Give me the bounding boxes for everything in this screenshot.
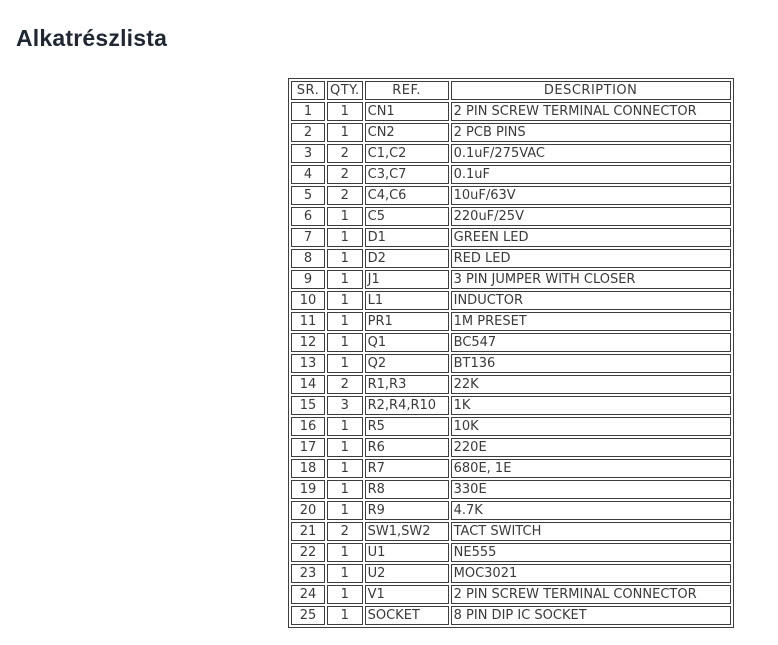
cell-description: RED LED [451,249,731,268]
cell-qty: 1 [327,501,363,520]
cell-description: 0.1uF/275VAC [451,144,731,163]
table-row [291,396,731,415]
cell-ref: R6 [365,438,449,457]
table-row [291,606,731,625]
table-row [291,375,731,394]
cell-sr: 16 [291,417,325,436]
cell-qty: 1 [327,333,363,352]
cell-description: 0.1uF [451,165,731,184]
cell-qty: 1 [327,312,363,331]
cell-sr: 1 [291,102,325,121]
header-cell-description: DESCRIPTION [451,81,731,100]
cell-qty: 1 [327,564,363,583]
cell-sr: 11 [291,312,325,331]
cell-description: BC547 [451,333,731,352]
cell-description: 8 PIN DIP IC SOCKET [451,606,731,625]
cell-sr: 6 [291,207,325,226]
cell-description: 220E [451,438,731,457]
table-row [291,312,731,331]
table-row [291,585,731,604]
cell-sr: 4 [291,165,325,184]
cell-qty: 1 [327,102,363,121]
cell-qty: 2 [327,144,363,163]
cell-qty: 1 [327,438,363,457]
cell-sr: 14 [291,375,325,394]
table-row [291,480,731,499]
cell-ref: R1,R3 [365,375,449,394]
cell-qty: 2 [327,165,363,184]
header-cell-qty: QTY. [327,81,363,100]
page-title: Alkatrészlista [16,25,168,52]
table-header-row [291,81,731,100]
table-row [291,186,731,205]
cell-description: 2 PCB PINS [451,123,731,142]
cell-ref: CN1 [365,102,449,121]
cell-sr: 24 [291,585,325,604]
cell-qty: 2 [327,186,363,205]
cell-ref: SOCKET [365,606,449,625]
table-row [291,417,731,436]
header-cell-sr: SR. [291,81,325,100]
table-body [291,102,731,625]
cell-sr: 23 [291,564,325,583]
cell-qty: 2 [327,522,363,541]
cell-sr: 9 [291,270,325,289]
cell-ref: PR1 [365,312,449,331]
cell-description: 10K [451,417,731,436]
cell-sr: 7 [291,228,325,247]
table-row [291,102,731,121]
cell-qty: 1 [327,123,363,142]
table-row [291,270,731,289]
cell-qty: 1 [327,270,363,289]
table-row [291,123,731,142]
cell-description: 10uF/63V [451,186,731,205]
cell-qty: 1 [327,228,363,247]
cell-qty: 1 [327,417,363,436]
cell-ref: SW1,SW2 [365,522,449,541]
cell-ref: C5 [365,207,449,226]
cell-ref: C3,C7 [365,165,449,184]
cell-sr: 13 [291,354,325,373]
cell-sr: 18 [291,459,325,478]
cell-description: GREEN LED [451,228,731,247]
cell-sr: 21 [291,522,325,541]
cell-qty: 1 [327,207,363,226]
table-row [291,459,731,478]
cell-description: 2 PIN SCREW TERMINAL CONNECTOR [451,102,731,121]
table-row [291,501,731,520]
cell-sr: 22 [291,543,325,562]
cell-qty: 3 [327,396,363,415]
cell-description: 4.7K [451,501,731,520]
cell-ref: U1 [365,543,449,562]
cell-ref: C4,C6 [365,186,449,205]
cell-sr: 17 [291,438,325,457]
cell-ref: R5 [365,417,449,436]
cell-sr: 19 [291,480,325,499]
cell-ref: Q2 [365,354,449,373]
cell-qty: 1 [327,459,363,478]
cell-description: 1M PRESET [451,312,731,331]
cell-description: INDUCTOR [451,291,731,310]
cell-ref: CN2 [365,123,449,142]
cell-description: NE555 [451,543,731,562]
cell-qty: 1 [327,606,363,625]
parts-list-table [288,78,734,628]
cell-ref: R8 [365,480,449,499]
header-cell-ref: REF. [365,81,449,100]
table-row [291,165,731,184]
table-row [291,249,731,268]
cell-description: MOC3021 [451,564,731,583]
cell-sr: 8 [291,249,325,268]
table-row [291,522,731,541]
cell-description: 330E [451,480,731,499]
cell-ref: R2,R4,R10 [365,396,449,415]
cell-ref: R7 [365,459,449,478]
cell-qty: 1 [327,480,363,499]
cell-qty: 1 [327,249,363,268]
cell-qty: 1 [327,291,363,310]
cell-qty: 1 [327,543,363,562]
table-row [291,354,731,373]
cell-ref: R9 [365,501,449,520]
table-row [291,291,731,310]
cell-ref: U2 [365,564,449,583]
table-row [291,438,731,457]
cell-ref: D1 [365,228,449,247]
cell-ref: V1 [365,585,449,604]
table-row [291,228,731,247]
cell-description: BT136 [451,354,731,373]
cell-description: TACT SWITCH [451,522,731,541]
cell-qty: 1 [327,585,363,604]
cell-description: 22K [451,375,731,394]
cell-ref: L1 [365,291,449,310]
table-row [291,207,731,226]
cell-description: 220uF/25V [451,207,731,226]
cell-sr: 25 [291,606,325,625]
cell-sr: 10 [291,291,325,310]
cell-sr: 12 [291,333,325,352]
cell-sr: 15 [291,396,325,415]
table-row [291,333,731,352]
table-row [291,564,731,583]
table-row [291,543,731,562]
cell-sr: 5 [291,186,325,205]
cell-ref: J1 [365,270,449,289]
cell-ref: C1,C2 [365,144,449,163]
cell-ref: Q1 [365,333,449,352]
cell-qty: 1 [327,354,363,373]
cell-description: 680E, 1E [451,459,731,478]
cell-qty: 2 [327,375,363,394]
table-header [291,81,731,100]
cell-description: 3 PIN JUMPER WITH CLOSER [451,270,731,289]
cell-sr: 2 [291,123,325,142]
cell-description: 2 PIN SCREW TERMINAL CONNECTOR [451,585,731,604]
cell-sr: 20 [291,501,325,520]
cell-description: 1K [451,396,731,415]
cell-ref: D2 [365,249,449,268]
table-row [291,144,731,163]
cell-sr: 3 [291,144,325,163]
